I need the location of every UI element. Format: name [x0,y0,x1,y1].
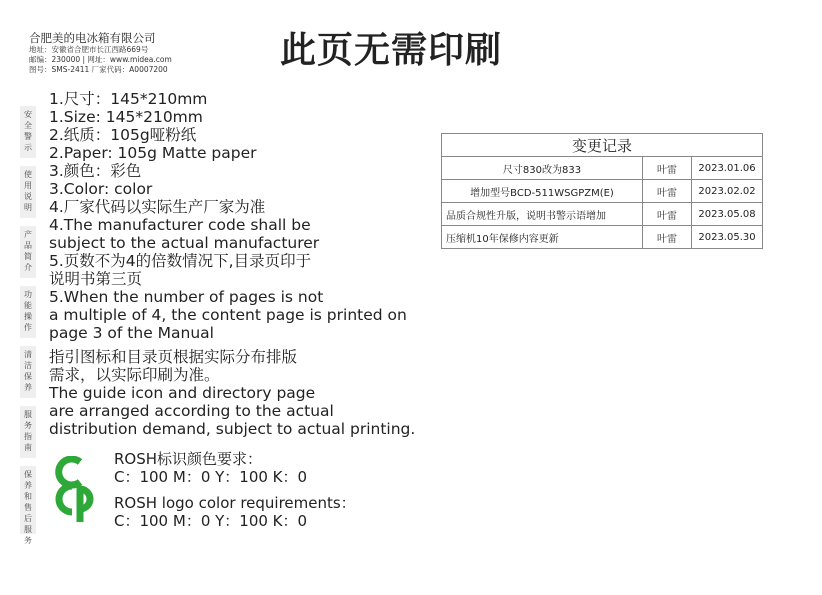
spec-line: 1.尺寸：145*210mm [49,90,208,108]
spec-line: 1.Size: 145*210mm [49,108,203,126]
table-row [442,203,763,226]
side-tab-after-sales: 保养和售后服务 [20,466,36,534]
rosh-en-values: C：100 M：0 Y：100 K：0 [114,512,308,530]
rosh-requirements [114,450,356,530]
page-title: 此页无需印刷 [280,30,503,71]
spec-notes [49,90,419,438]
guide-line: 需求，以实际印刷为准。 [49,366,220,384]
spec-line: 4.厂家代码以实际生产厂家为准 [49,198,266,216]
change-person: 叶雷 [643,226,692,249]
guide-line: distribution demand, subject to actual printing. [49,420,416,438]
spec-line: 4.The manufacturer code shall be [49,216,311,234]
spec-line: 说明书第三页 [49,270,143,288]
rosh-en-label: ROSH logo color requirements： [114,494,356,512]
spec-line: 2.纸质：105g哑粉纸 [49,126,197,144]
side-tab-cleaning: 清洁保养 [20,346,36,398]
company-address: 地址：安徽省合肥市长江西路669号 [29,45,149,54]
spec-line: a multiple of 4, the content page is printed on [49,306,407,324]
change-person: 叶雷 [643,157,692,180]
company-doc-number: 图号：SMS-2411 厂家代码：A0007200 [29,64,168,74]
side-tab-function: 功能操作 [20,286,36,338]
spec-line: 5.When the number of pages is not [49,288,324,306]
table-row [442,180,763,203]
change-desc: 增加型号BCD-511WSGPZM(E) [442,180,643,203]
spec-line: 2.Paper: 105g Matte paper [49,144,257,162]
change-desc: 品质合规性升版，说明书警示语增加 [442,203,643,226]
spec-line: 3.颜色：彩色 [49,162,142,180]
spec-line: 5.页数不为4的倍数情况下,目录页印于 [49,252,312,270]
rosh-cn-label: ROSH标识颜色要求： [114,450,263,468]
table-row [442,157,763,180]
change-log-header-row [442,134,763,157]
side-tab-usage: 使用说明 [20,166,36,218]
company-info [29,31,229,74]
side-tab-service: 服务指南 [20,406,36,458]
company-name: 合肥美的电冰箱有限公司 [29,31,156,45]
change-date: 2023.05.08 [692,203,763,226]
rosh-logo-icon [50,456,102,524]
change-desc: 尺寸830改为833 [442,157,643,180]
change-desc: 压缩机10年保修内容更新 [442,226,643,249]
spec-line: subject to the actual manufacturer [49,234,320,252]
table-row [442,226,763,249]
guide-line: The guide icon and directory page [49,384,316,402]
change-person: 叶雷 [643,180,692,203]
change-date: 2023.01.06 [692,157,763,180]
change-log-table [441,133,763,249]
change-date: 2023.02.02 [692,180,763,203]
side-tab-safety: 安全警示 [20,106,36,158]
change-person: 叶雷 [643,203,692,226]
change-log-title: 变更记录 [442,134,763,157]
guide-line: 指引图标和目录页根据实际分布排版 [49,348,298,366]
change-date: 2023.05.30 [692,226,763,249]
guide-line: are arranged according to the actual [49,402,334,420]
spec-line: page 3 of the Manual [49,324,214,342]
rosh-cn-values: C：100 M：0 Y：100 K：0 [114,468,308,486]
spec-line: 3.Color: color [49,180,153,198]
company-postcode: 邮编：230000 | 网址：www.midea.com [29,54,172,64]
side-tab-product: 产品简介 [20,226,36,278]
